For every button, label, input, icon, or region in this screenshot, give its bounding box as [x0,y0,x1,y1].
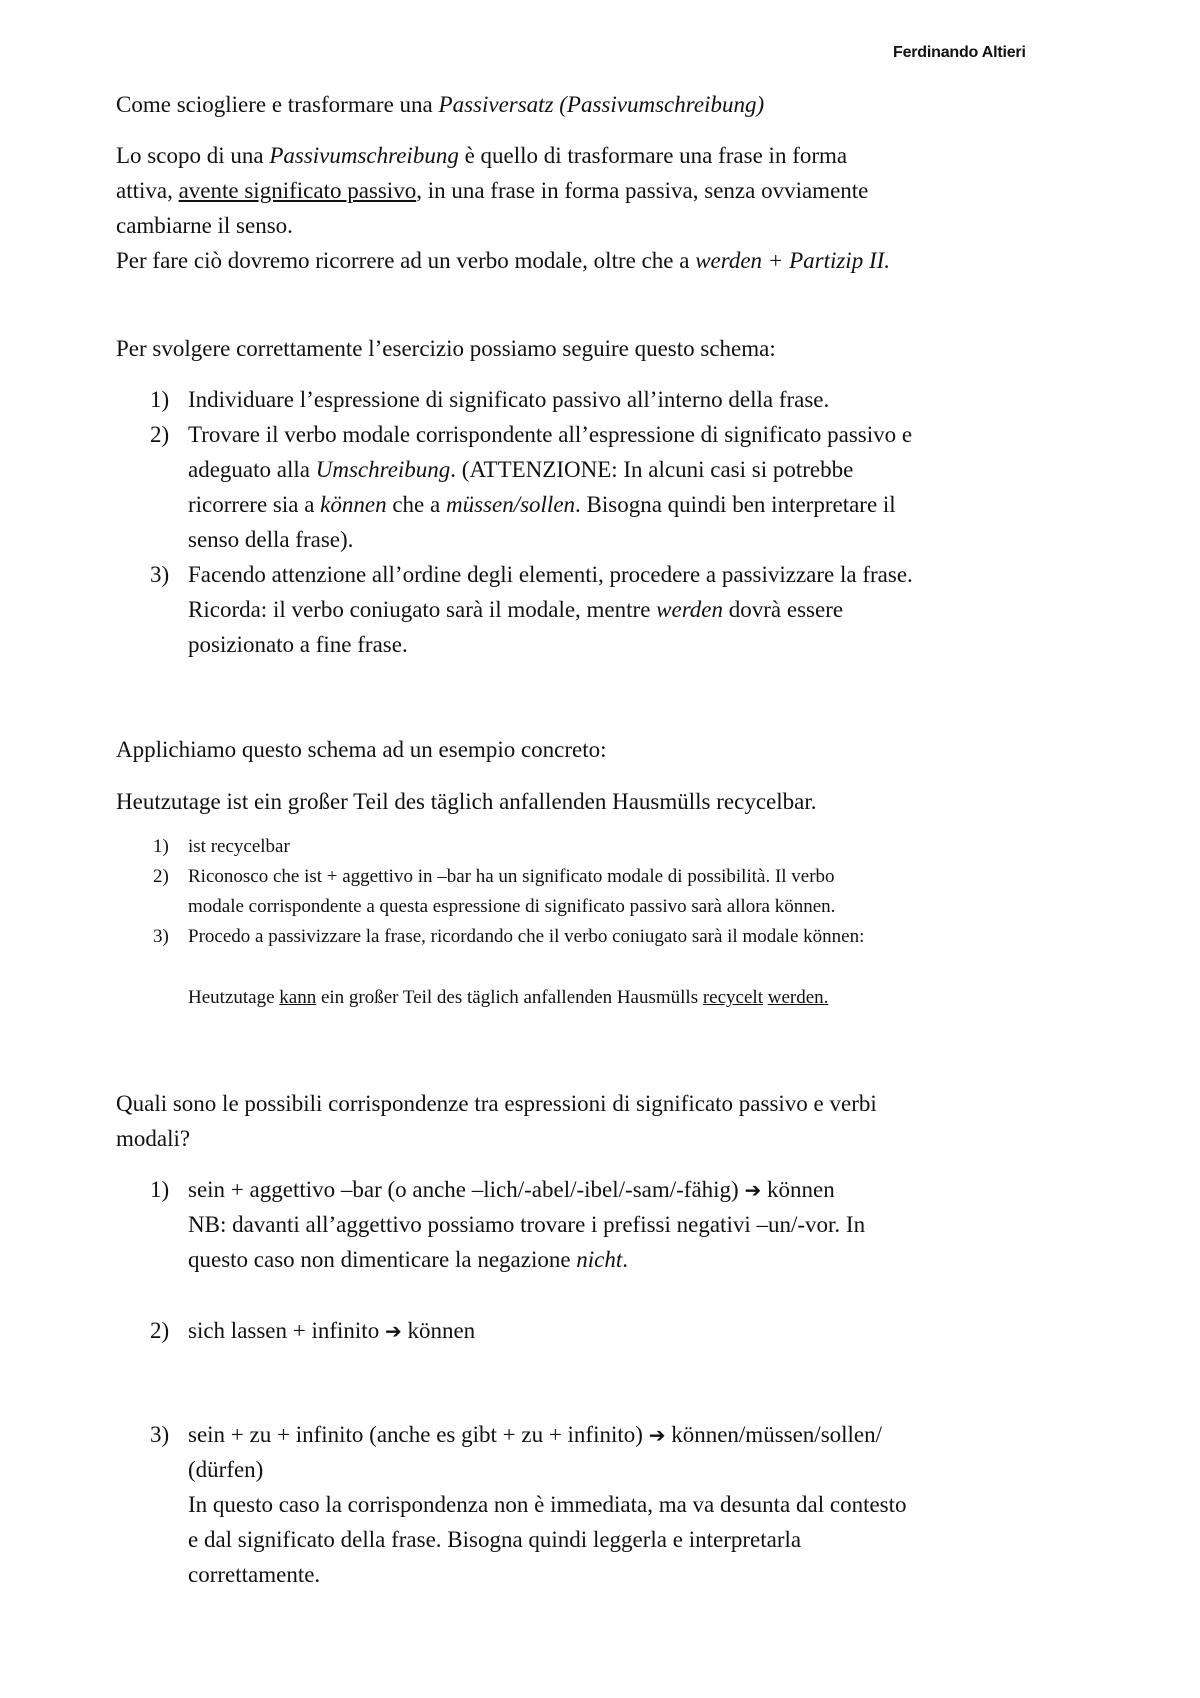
result-werden: werden. [767,987,829,1008]
intro-term: Passivumschreibung [269,143,459,168]
schema-heading: Per svolgere correttamente l’esercizio possiamo seguire questo schema: [116,336,776,361]
result-participle: recycelt [702,987,763,1008]
example-step-3-text: Procedo a passivizzare la frase, ricordando che il verbo coniugato sarà il modale können: [188,926,865,947]
schema-item-1-text: Individuare l’espressione di significato passivo all’interno della frase. [188,387,830,412]
corr-text: sein + zu + infinito (anche es gibt + zu + infinito) [188,1422,649,1447]
intro-line-3: cambiarne il senso. [116,213,293,238]
intro-text: è quello di trasformare una frase in forma [458,143,848,168]
corr-text: questo caso non dimenticare la negazione [188,1247,577,1272]
intro-underlined: avente significato passivo [178,178,417,203]
intro-text: attiva, [116,178,179,203]
corr-item-3-line-3: In questo caso la corrispondenza non è immediata, ma va desunta dal contesto [188,1492,907,1517]
schema-text: . (ATTENZIONE: In alcuni casi si potrebbe [450,457,854,482]
schema-item-2-number: 2) [150,422,170,447]
schema-text: dovrà essere [723,597,844,622]
intro-line-1 [116,139,847,173]
arrow-right-icon: ➔ [648,1423,666,1447]
correspondences-heading-line-2: modali? [116,1126,191,1151]
corr-item-3-line-1 [188,1418,882,1452]
result-text: Heutzutage [188,987,280,1008]
arrow-right-icon: ➔ [744,1178,762,1202]
schema-text: ricorrere sia a [188,492,321,517]
schema-item-3-number: 3) [150,562,170,587]
schema-term: werden [656,597,724,622]
example-step-2-number: 2) [153,866,169,887]
schema-item-2-line-4: senso della frase). [188,527,354,552]
corr-item-3-line-2: (dürfen) [188,1457,264,1482]
corr-term: nicht [576,1247,623,1272]
schema-text: adeguato alla [188,457,316,482]
schema-text: che a [386,492,446,517]
schema-item-2-line-1: Trovare il verbo modale corrispondente all’espressione di significato passivo e [188,422,913,447]
result-text: ein großer Teil des täglich anfallenden Hausmülls [316,987,703,1008]
schema-item-2-line-3 [188,488,896,522]
schema-term: müssen/sollen [445,492,576,517]
example-step-1-text: ist recycelbar [188,836,290,857]
corr-item-3-number: 3) [150,1422,170,1447]
corr-text: sein + aggettivo –bar (o anche –lich/-abel/-ibel/-sam/-fähig) [188,1177,745,1202]
title-prefix: Come sciogliere e trasformare una [116,92,439,117]
schema-item-3-line-3: posizionato a fine frase. [188,632,408,657]
result-modal-verb: kann [279,987,317,1008]
author-name: Ferdinando Altieri [893,44,1026,61]
corr-item-1-line-2: NB: davanti all’aggettivo possiamo trovare i prefissi negativi –un/-vor. In [188,1212,866,1237]
intro-text: Lo scopo di una [116,143,270,168]
intro-text: Per fare ciò dovremo ricorrere ad un verbo modale, oltre che a [116,248,696,273]
intro-formula: werden + Partizip II. [695,248,891,273]
schema-item-3-line-1: Facendo attenzione all’ordine degli elementi, procedere a passivizzare la frase. [188,562,913,587]
example-heading: Applichiamo questo schema ad un esempio concreto: [116,737,607,762]
example-step-2-line-2: modale corrispondente a questa espressione di significato passivo sarà allora können. [188,896,836,917]
example-step-2-line-1: Riconosco che ist + aggettivo in –bar ha un significato modale di possibilità. Il verbo [188,866,835,887]
schema-item-1-number: 1) [150,387,170,412]
corr-text: . [622,1247,629,1272]
schema-term: Umschreibung [315,457,451,482]
corr-text: können [761,1177,835,1202]
example-result-sentence [188,984,828,1012]
corr-text: können [401,1318,476,1343]
corr-item-3-line-5: correttamente. [188,1562,321,1587]
corr-item-2-line-1 [188,1314,475,1348]
intro-line-2 [116,174,868,208]
corr-item-1-line-3 [188,1243,628,1277]
schema-item-2-line-2 [188,453,853,487]
corr-text: sich lassen + infinito [188,1318,385,1343]
intro-text: , in una frase in forma passiva, senza ovviamente [416,178,869,203]
intro-line-4 [116,244,890,278]
corr-item-1-number: 1) [150,1177,170,1202]
example-step-1-number: 1) [153,836,169,857]
example-sentence: Heutzutage ist ein großer Teil des täglich anfallenden Hausmülls recycelbar. [116,789,817,814]
schema-term: können [320,492,387,517]
schema-text: . Bisogna quindi ben interpretare il [575,492,896,517]
corr-item-3-line-4: e dal significato della frase. Bisogna quindi leggerla e interpretarla [188,1527,802,1552]
schema-text: Ricorda: il verbo coniugato sarà il modale, mentre [188,597,657,622]
arrow-right-icon: ➔ [384,1319,402,1343]
corr-item-1-line-1 [188,1173,835,1207]
title-term: Passiversatz (Passivumschreibung) [438,92,765,117]
document-title [116,88,764,122]
corr-text: können/müssen/sollen/ [665,1422,883,1447]
corr-item-2-number: 2) [150,1318,170,1343]
correspondences-heading-line-1: Quali sono le possibili corrispondenze tra espressioni di significato passivo e verbi [116,1091,877,1116]
example-step-3-number: 3) [153,926,169,947]
schema-item-3-line-2 [188,593,843,627]
